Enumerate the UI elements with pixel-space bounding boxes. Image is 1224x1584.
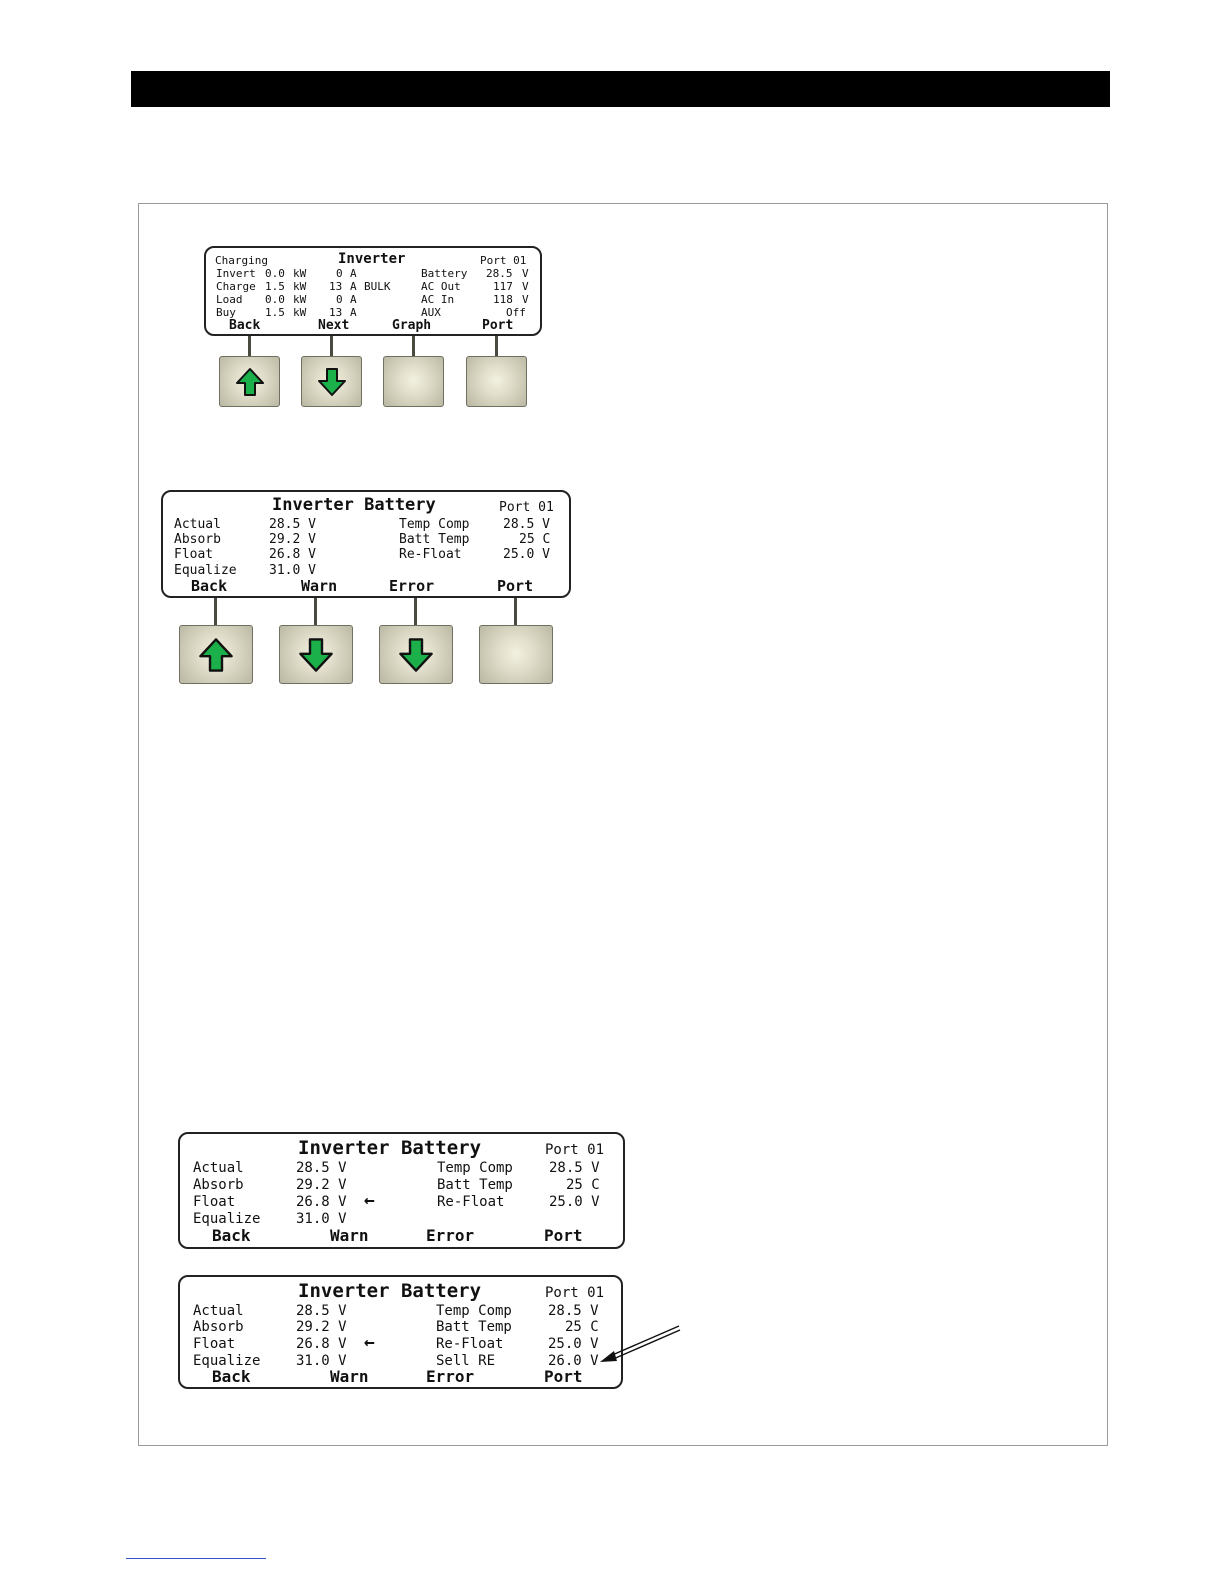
key-stem [495,336,498,356]
row-amps: 0 [336,267,343,280]
key-stem [330,336,333,356]
softkey-label-back: Back [191,577,228,595]
row-right-label: AC In [421,293,455,306]
lcd-screen-inverter [204,246,542,336]
row-amps: 13 [329,306,343,319]
key-stem [514,598,517,625]
softkey-label-error: Error [389,577,435,595]
row-amps-unit: A [350,280,357,293]
setting-label: Float [193,1336,236,1352]
down-arrow-icon [298,637,334,673]
setting-value: 28.5 V [296,1303,347,1319]
softkey-label-graph: Graph [392,318,432,333]
lcd-screen-inverter-battery-cursor [178,1132,625,1249]
softkey-back-button[interactable] [219,356,280,407]
softkey-back-button[interactable] [179,625,253,684]
setting-label: Temp Comp [436,1303,512,1319]
row-amps-unit: A [350,267,357,280]
softkey-label-port: Port [482,318,514,333]
row-kw: 0.0 [265,293,285,306]
softkey-label-back: Back [212,1367,251,1386]
softkey-label-back: Back [212,1226,251,1245]
callout-arrow-icon [596,1320,686,1365]
key-stem [412,336,415,356]
setting-value: 25.0 V [548,1336,599,1352]
setting-label: Absorb [193,1319,244,1335]
setting-value: 28.5 V [296,1160,347,1176]
setting-value: 31.0 V [296,1353,347,1369]
charge-stage: BULK [364,280,391,293]
setting-label: Temp Comp [399,517,470,532]
row-right-label: AUX [421,306,441,319]
up-arrow-icon [235,367,265,397]
setting-label: Batt Temp [437,1177,513,1193]
setting-value: 29.2 V [296,1319,347,1335]
section-header-bar [131,71,1110,107]
setting-label: Actual [193,1160,244,1176]
setting-label: Equalize [174,563,237,578]
softkey-label-error: Error [426,1226,475,1245]
setting-label: Float [193,1194,236,1210]
screen-title: Inverter Battery [272,495,436,515]
setting-value: 25.0 V [549,1194,600,1210]
row-label: Buy [216,306,236,319]
setting-label: Float [174,547,214,562]
setting-value: 28.5 V [549,1160,600,1176]
row-right-value: 117 [493,280,513,293]
softkey-port-button[interactable] [466,356,527,407]
setting-label: Re-Float [399,547,462,562]
softkey-warn-button[interactable] [279,625,353,684]
setting-label: Batt Temp [436,1319,512,1335]
down-arrow-icon [317,367,347,397]
softkey-error-button[interactable] [379,625,453,684]
softkey-label-back: Back [229,318,261,333]
softkey-next-button[interactable] [301,356,362,407]
row-kw: 0.0 [265,267,285,280]
softkey-label-port: Port [544,1367,583,1386]
setting-value: 31.0 V [269,563,316,578]
lcd-screen-inverter-battery [161,490,571,598]
left-arrow-icon: ← [364,1190,375,1211]
softkey-port-button[interactable] [479,625,553,684]
softkey-label-error: Error [426,1367,475,1386]
row-amps: 0 [336,293,343,306]
softkey-label-warn: Warn [301,577,338,595]
setting-value: 26.8 V [269,547,316,562]
key-stem [214,598,217,625]
setting-value: 31.0 V [296,1211,347,1227]
port-label: Port 01 [545,1142,605,1158]
setting-value: 28.5 V [548,1303,599,1319]
row-label: Load [216,293,243,306]
row-kw-unit: kW [293,306,307,319]
setting-value: 29.2 V [296,1177,347,1193]
row-label: Invert [216,267,256,280]
down-arrow-icon [398,637,434,673]
setting-label: Actual [174,517,221,532]
setting-value: 25 C [566,1177,600,1193]
up-arrow-icon [198,637,234,673]
port-label: Port 01 [499,500,554,515]
setting-value: 25 C [519,532,551,547]
row-amps: 13 [329,280,343,293]
row-right-label: Battery [421,267,468,280]
setting-label: Absorb [193,1177,244,1193]
row-right-unit: V [522,280,529,293]
row-right-label: AC Out [421,280,461,293]
row-kw-unit: kW [293,293,307,306]
softkey-label-warn: Warn [330,1367,369,1386]
setting-label: Sell RE [436,1353,496,1369]
lcd-screen-inverter-battery-sell-re [178,1275,623,1389]
setting-value: 28.5 V [269,517,316,532]
softkey-graph-button[interactable] [383,356,444,407]
setting-value: 25.0 V [503,547,550,562]
key-stem [314,598,317,625]
softkey-label-warn: Warn [330,1226,369,1245]
setting-label: Batt Temp [399,532,470,547]
setting-label: Equalize [193,1211,261,1227]
setting-value: 29.2 V [269,532,316,547]
setting-value: 26.8 V [296,1336,347,1352]
port-label: Port 01 [545,1285,605,1301]
row-right-value: 28.5 [486,267,513,280]
figure-frame [138,203,1108,1446]
screen-title: Inverter [338,251,406,267]
row-right-unit: V [522,293,529,306]
row-kw: 1.5 [265,306,285,319]
footer-link-underline [126,1558,266,1559]
row-right-value: Off [506,306,526,319]
setting-label: Re-Float [436,1336,504,1352]
screen-title: Inverter Battery [298,1280,482,1302]
setting-value: 28.5 V [503,517,550,532]
row-right-value: 118 [493,293,513,306]
setting-value: 26.8 V [296,1194,347,1210]
softkey-label-port: Port [544,1226,583,1245]
key-stem [414,598,417,625]
row-amps-unit: A [350,306,357,319]
row-kw-unit: kW [293,267,307,280]
row-amps-unit: A [350,293,357,306]
softkey-label-port: Port [497,577,534,595]
row-kw-unit: kW [293,280,307,293]
key-stem [248,336,251,356]
setting-value: 25 C [565,1319,599,1335]
screen-title: Inverter Battery [298,1137,482,1159]
left-arrow-icon: ← [364,1332,375,1353]
row-kw: 1.5 [265,280,285,293]
row-label: Charge [216,280,256,293]
softkey-label-next: Next [318,318,350,333]
setting-label: Temp Comp [437,1160,513,1176]
charging-status: Charging [215,254,268,267]
port-label: Port 01 [480,254,527,267]
setting-label: Absorb [174,532,221,547]
setting-value: 26.0 V [548,1353,599,1369]
setting-label: Re-Float [437,1194,505,1210]
setting-label: Equalize [193,1353,261,1369]
row-right-unit: V [522,267,529,280]
setting-label: Actual [193,1303,244,1319]
